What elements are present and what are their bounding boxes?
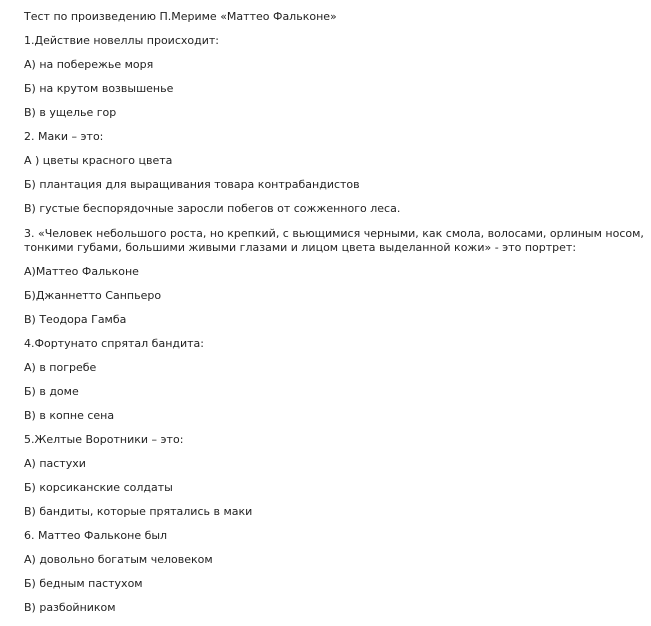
- question-text: 1.Действие новеллы происходит:: [24, 34, 219, 47]
- question-6: [24, 530, 644, 614]
- answer-option: А) в погребе: [24, 361, 97, 374]
- answer-option: А) на побережье моря: [24, 58, 154, 71]
- answer-option: В) густые беспорядочные заросли побегов от сожженного леса.: [24, 202, 401, 215]
- answer-option: Б) плантация для выращивания товара контрабандистов: [24, 178, 360, 191]
- question-text: 2. Маки – это:: [24, 130, 104, 143]
- answer-option: А ) цветы красного цвета: [24, 154, 173, 167]
- answer-option: Б) на крутом возвышенье: [24, 82, 174, 95]
- test-document: [24, 11, 644, 626]
- question-text: 5.Желтые Воротники – это:: [24, 433, 184, 446]
- answer-option: В) в ущелье гор: [24, 106, 117, 119]
- answer-option: Б)Джаннетто Санпьеро: [24, 289, 162, 302]
- question-5: [24, 434, 644, 518]
- answer-option: В) бандиты, которые прятались в маки: [24, 505, 253, 518]
- question-2: [24, 131, 644, 215]
- question-1: [24, 35, 644, 119]
- question-4: [24, 338, 644, 422]
- answer-option: Б) корсиканские солдаты: [24, 481, 173, 494]
- answer-option: А)Маттео Фальконе: [24, 265, 139, 278]
- question-text: 6. Маттео Фальконе был: [24, 529, 168, 542]
- answer-option: В) в копне сена: [24, 409, 115, 422]
- answer-option: В) Теодора Гамба: [24, 313, 127, 326]
- answer-option: А) довольно богатым человеком: [24, 553, 213, 566]
- answer-option: Б) в доме: [24, 385, 79, 398]
- answer-option: А) пастухи: [24, 457, 86, 470]
- question-3: [24, 227, 644, 326]
- question-text: 3. «Человек небольшого роста, но крепкий, с вьющимися черными, как смола, волосами, орлиным носом, тонкими губами, большими живыми глазами и лицом цвета выделанной кожи» - это портрет:: [24, 227, 644, 254]
- question-text: 4.Фортунато спрятал бандита:: [24, 337, 205, 350]
- answer-option: Б) бедным пастухом: [24, 577, 143, 590]
- document-title: Тест по произведению П.Мериме «Маттео Фальконе»: [24, 10, 337, 23]
- answer-option: В) разбойником: [24, 601, 116, 614]
